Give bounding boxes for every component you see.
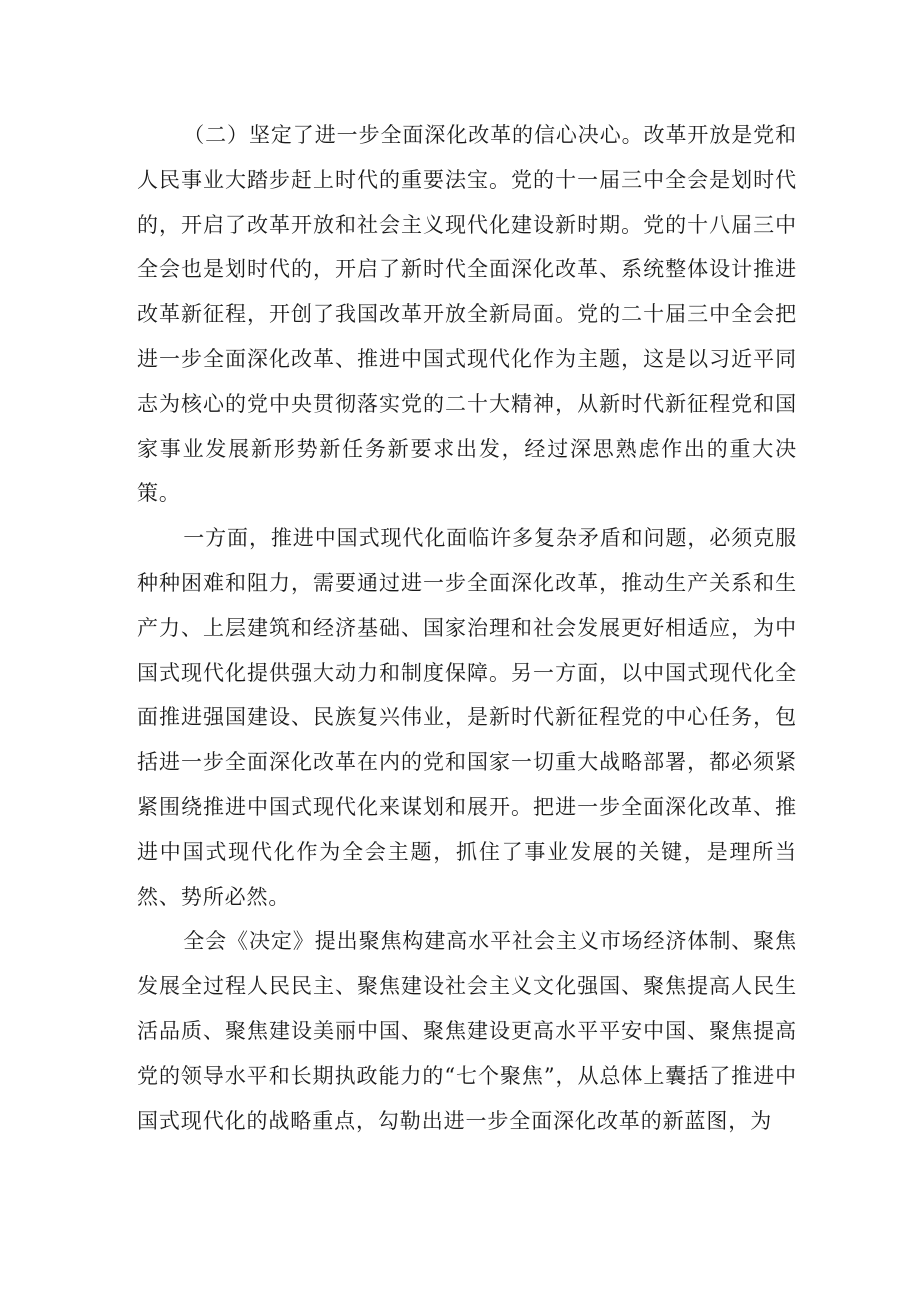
paragraph-confidence: （二）坚定了进一步全面深化改革的信心决心。改革开放是党和人民事业大踏步赶上时代的重要法宝。党的十一届三中全会是划时代的，开启了改革开放和社会主义现代化建设新时期。党的十八届三中全会也是划时代的，开启了新时代全面深化改革、系统整体设计推进改革新征程，开创了我国改革开放全新局面。党的二十届三中全会把进一步全面深化改革、推进中国式现代化作为主题，这是以习近平同志为核心的党中央贯彻落实党的二十大精神，从新时代新征程党和国家事业发展新形势新任务新要求出发，经过深思熟虑作出的重大决策。 xyxy=(137,123,797,506)
paragraph-one-hand: 一方面，推进中国式现代化面临许多复杂矛盾和问题，必须克服种种困难和阻力，需要通过进一步全面深化改革，推动生产关系和生产力、上层建筑和经济基础、国家治理和社会发展更好相适应，为中国式现代化提供强大动力和制度保障。另一方面，以中国式现代化全面推进强国建设、民族复兴伟业，是新时代新征程党的中心任务，包括进一步全面深化改革在内的党和国家一切重大战略部署，都必须紧紧围绕推进中国式现代化来谋划和展开。把进一步全面深化改革、推进中国式现代化作为全会主题，抓住了事业发展的关键，是理所当然、势所必然。 xyxy=(137,526,797,909)
paragraph-seven-focuses: 全会《决定》提出聚焦构建高水平社会主义市场经济体制、聚焦发展全过程人民民主、聚焦建设社会主义文化强国、聚焦提高人民生活品质、聚焦建设美丽中国、聚焦建设更高水平平安中国、聚焦提高党的领导水平和长期执政能力的“七个聚焦”，从总体上囊括了推进中国式现代化的战略重点，勾勒出进一步全面深化改革的新蓝图，为 xyxy=(137,929,797,1133)
body-text xyxy=(137,113,797,1143)
